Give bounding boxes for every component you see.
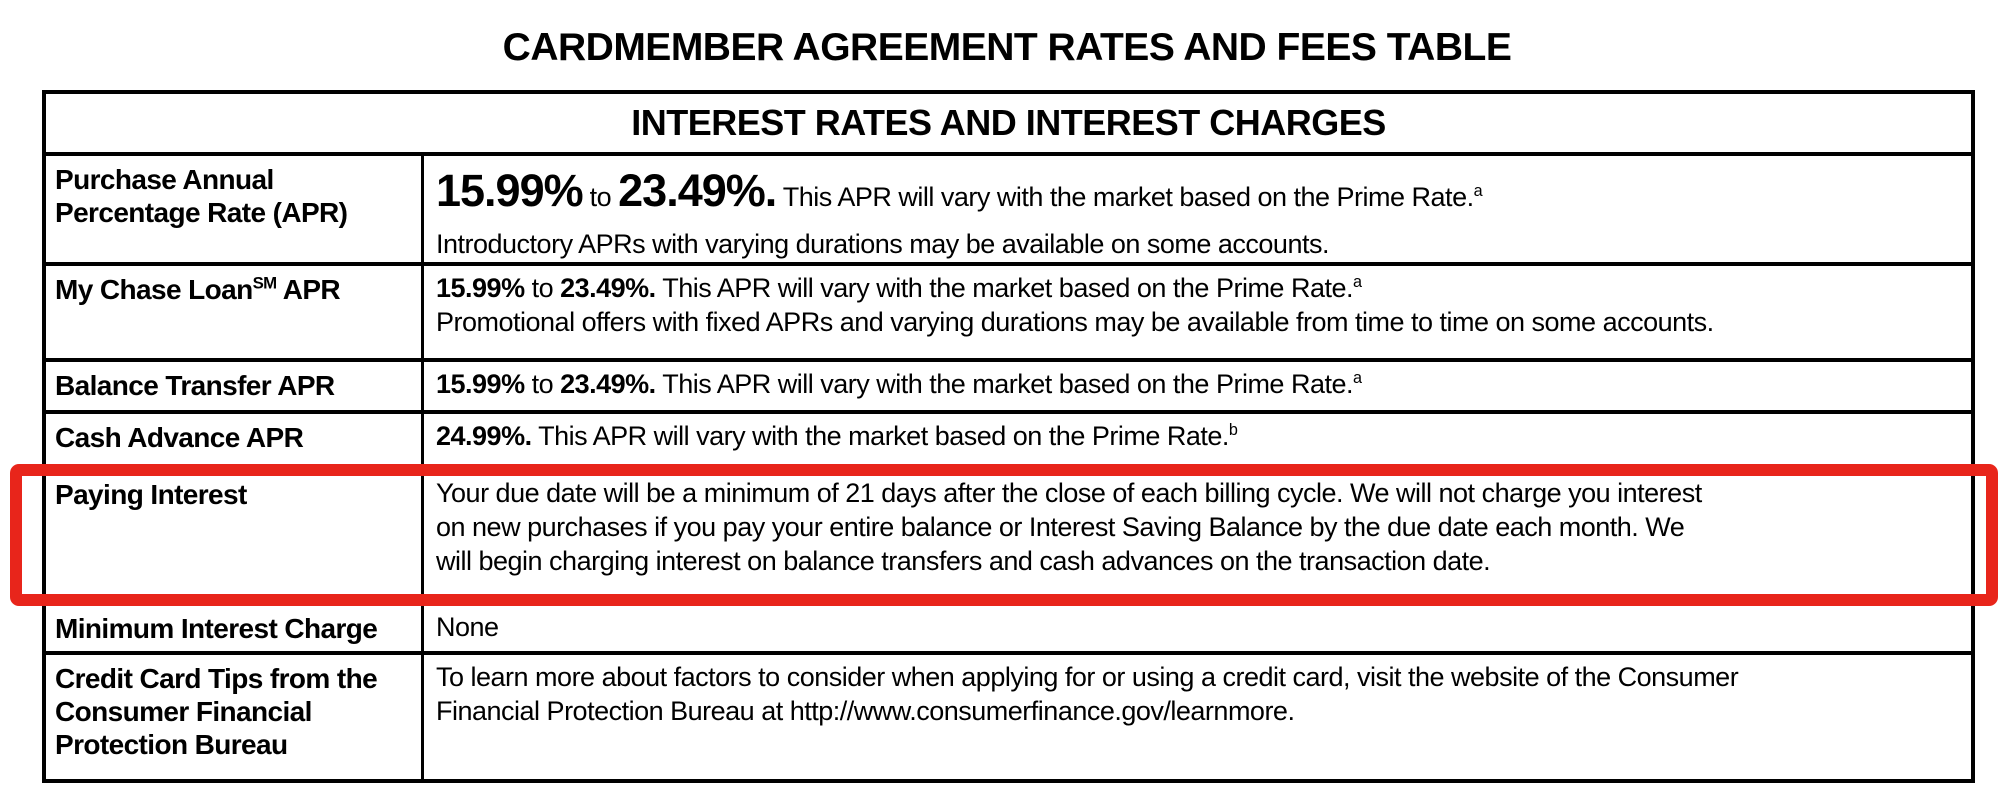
- label-text: Protection Bureau: [55, 729, 288, 760]
- row-credit-card-tips: [46, 651, 1971, 779]
- row-minimum-interest-charge: [46, 601, 1971, 651]
- row-label-cell: [46, 605, 424, 651]
- row-balance-transfer-apr: [46, 358, 1971, 410]
- rates-and-fees-table: [42, 90, 1975, 783]
- label-text: Purchase Annual: [55, 164, 274, 195]
- row-content-cell: [424, 414, 1971, 467]
- apr-rate-line: 15.99% to 23.49%. This APR will vary with the market based on the Prime Rate.$^a$: [436, 369, 1362, 399]
- page-title: CARDMEMBER AGREEMENT RATES AND FEES TABLE: [502, 26, 1512, 69]
- row-my-chase-loan-apr: [46, 262, 1971, 358]
- label-text: My Chase Loan℠ APR: [55, 273, 341, 305]
- label-text: Consumer Financial: [55, 696, 312, 727]
- table-header-interest-rates: INTEREST RATES AND INTEREST CHARGES: [631, 102, 1386, 143]
- row-label-cell: [46, 266, 424, 358]
- label-text: Paying Interest: [55, 479, 247, 510]
- text-line: None: [436, 612, 499, 642]
- row-label-cell: [46, 414, 424, 467]
- apr-rate-line: 15.99% to 23.49%. This APR will vary with the market based on the Prime Rate.$^a$: [436, 165, 1483, 216]
- label-text: Balance Transfer APR: [55, 370, 335, 401]
- text-line: Promotional offers with fixed APRs and varying durations may be available from time to time on some accounts.: [436, 307, 1714, 337]
- row-label-cell: [46, 156, 424, 262]
- label-text: Cash Advance APR: [55, 422, 304, 453]
- row-label-cell: [46, 471, 424, 601]
- row-paying-interest: [46, 467, 1971, 601]
- row-purchase-apr: [46, 152, 1971, 262]
- apr-rate-line: 15.99% to 23.49%. This APR will vary with the market based on the Prime Rate.$^a$: [436, 273, 1362, 303]
- row-label-cell: [46, 655, 424, 779]
- text-line: Introductory APRs with varying durations may be available on some accounts.: [436, 229, 1329, 259]
- label-text: Credit Card Tips from the: [55, 663, 378, 694]
- row-content-cell: [424, 266, 1971, 358]
- text-line: will begin charging interest on balance transfers and cash advances on the transaction date.: [436, 546, 1491, 576]
- row-content-cell: [424, 605, 1971, 651]
- row-content-cell: [424, 156, 1971, 262]
- row-content-cell: [424, 655, 1971, 779]
- row-cash-advance-apr: [46, 410, 1971, 467]
- row-label-cell: [46, 362, 424, 410]
- row-content-cell: [424, 471, 1971, 601]
- row-content-cell: [424, 362, 1971, 410]
- label-text: Minimum Interest Charge: [55, 613, 378, 644]
- text-line: Financial Protection Bureau at http://www.consumerfinance.gov/learnmore.: [436, 696, 1295, 726]
- text-line: To learn more about factors to consider when applying for or using a credit card, visit the website of the Consumer: [436, 662, 1739, 692]
- text-line: on new purchases if you pay your entire balance or Interest Saving Balance by the due date each month. We: [436, 512, 1685, 542]
- apr-rate-line: 24.99%. This APR will vary with the market based on the Prime Rate.$^b$: [436, 421, 1238, 451]
- text-line: Your due date will be a minimum of 21 days after the close of each billing cycle. We will not charge you interest: [436, 478, 1702, 508]
- label-text: Percentage Rate (APR): [55, 197, 348, 228]
